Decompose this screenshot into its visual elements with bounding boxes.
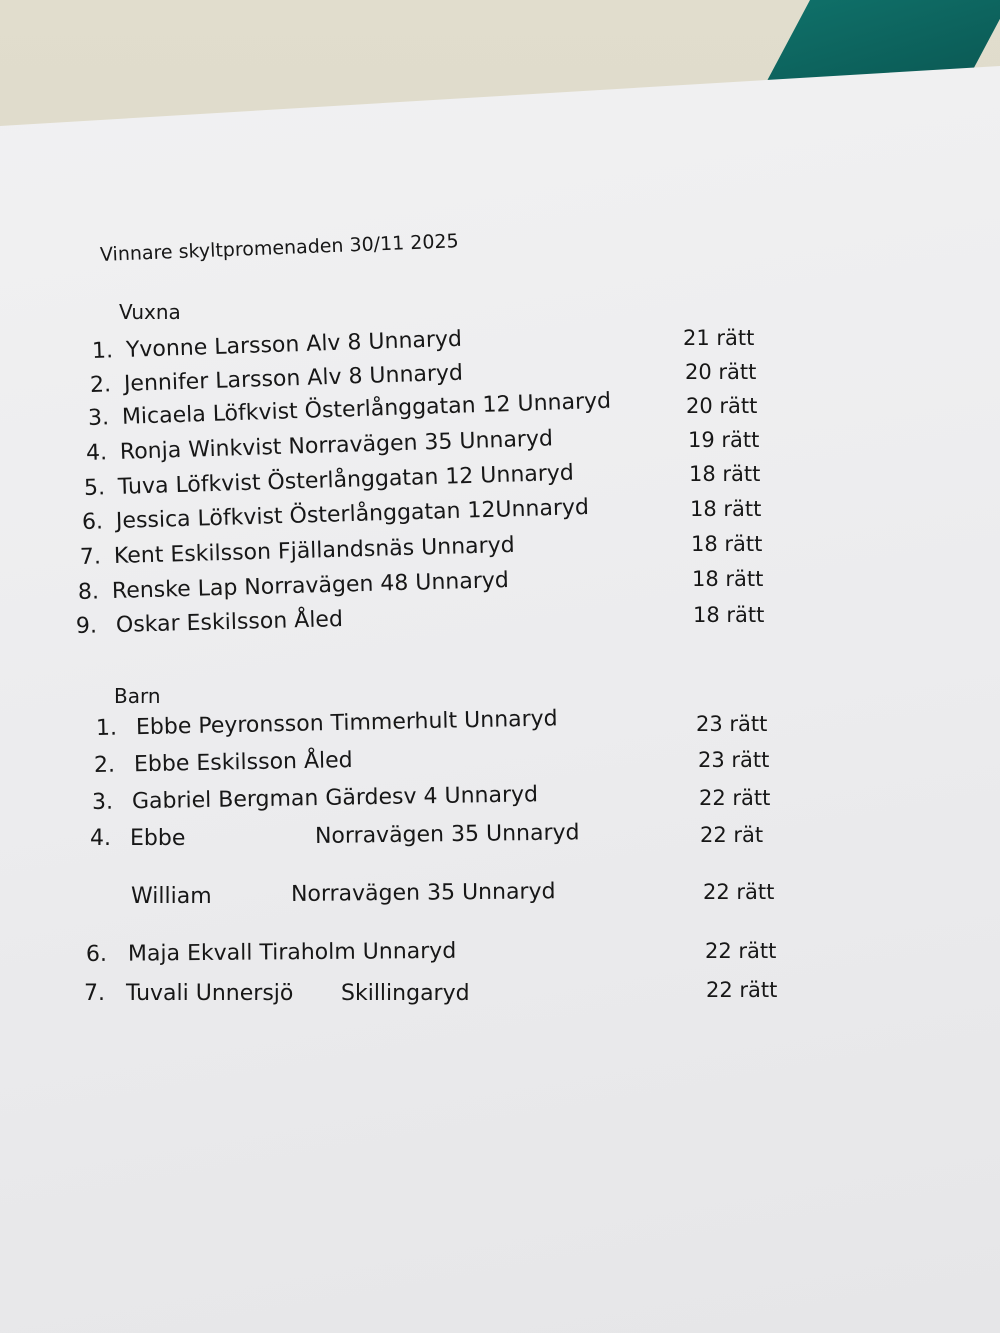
list-item <box>86 426 554 466</box>
entry-score: 21 rätt <box>683 326 755 350</box>
item-number: 7. <box>79 544 102 570</box>
entry-score: 22 rätt <box>699 786 771 810</box>
entry-name: Ebbe <box>130 826 186 851</box>
entry-text: Micaela Löfkvist Österlånggatan 12 Unnaryd <box>121 388 612 430</box>
item-number: 3. <box>91 789 114 815</box>
list-item <box>84 461 575 501</box>
entry-score: 18 rätt <box>693 603 765 627</box>
item-number: 4. <box>85 440 108 466</box>
list-item <box>86 939 456 967</box>
section-heading-children: Barn <box>114 684 161 708</box>
entry-name: William <box>131 884 212 909</box>
item-number: 4. <box>90 826 111 851</box>
entry-text: Kent Eskilsson Fjällandsnäs Unnaryd <box>113 532 515 570</box>
item-number: 8. <box>77 579 100 605</box>
item-number: 6. <box>85 941 108 967</box>
entry-text: Jennifer Larsson Alv 8 Unnaryd <box>123 360 464 397</box>
list-item <box>90 361 464 398</box>
item-number: 3. <box>87 405 110 431</box>
entry-score: 23 rätt <box>698 748 770 772</box>
list-item <box>94 748 353 778</box>
entry-name: Ebbe Peyronsson Timmerhult Unnaryd <box>135 706 558 741</box>
item-number: 1. <box>95 715 118 741</box>
list-item <box>80 533 515 570</box>
entry-text: Yvonne Larsson Alv 8 Unnaryd <box>125 326 463 363</box>
entry-name: Tuvali Unnersjö <box>126 981 294 1006</box>
entry-score: 22 rätt <box>703 880 775 904</box>
list-item <box>90 826 185 851</box>
document-title: Vinnare skyltpromenaden 30/11 2025 <box>99 230 460 266</box>
item-number: 9. <box>75 613 98 639</box>
entry-score: 22 rät <box>700 823 764 847</box>
list-item <box>92 327 463 364</box>
item-number: 5. <box>83 475 106 501</box>
item-number: 7. <box>84 981 105 1006</box>
entry-name: Ebbe Eskilsson Åled <box>133 748 353 778</box>
entry-score: 22 rätt <box>705 939 777 963</box>
entry-address: Norravägen 35 Unnaryd <box>314 820 580 849</box>
list-item <box>96 706 558 741</box>
entry-score: 19 rätt <box>688 428 760 452</box>
entry-text: Ronja Winkvist Norravägen 35 Unnaryd <box>119 426 554 465</box>
item-number: 1. <box>91 338 114 364</box>
list-item <box>84 981 293 1006</box>
entry-text: Oskar Eskilsson Åled <box>115 607 344 638</box>
entry-score: 18 rätt <box>691 532 763 556</box>
entry-score: 20 rätt <box>685 360 757 384</box>
entry-text: Renske Lap Norravägen 48 Unnaryd <box>111 567 510 605</box>
entry-score: 18 rätt <box>689 462 761 486</box>
section-heading-adults: Vuxna <box>119 300 181 324</box>
item-number: 2. <box>93 752 116 778</box>
entry-score: 23 rätt <box>696 712 768 736</box>
entry-text: Jessica Löfkvist Österlånggatan 12Unnaryd <box>115 494 590 534</box>
list-item <box>82 495 590 535</box>
entry-score: 22 rätt <box>706 978 778 1002</box>
entry-name: Maja Ekvall Tiraholm Unnaryd <box>127 938 457 967</box>
entry-score: 18 rätt <box>692 567 764 591</box>
list-item <box>131 884 212 909</box>
entry-name: Gabriel Bergman Gärdesv 4 Unnaryd <box>131 782 539 815</box>
entry-text: Tuva Löfkvist Österlånggatan 12 Unnaryd <box>117 460 575 500</box>
entry-address: Norravägen 35 Unnaryd <box>290 879 556 907</box>
entry-address: Skillingaryd <box>341 981 470 1006</box>
list-item <box>78 568 509 605</box>
entry-score: 18 rätt <box>690 497 762 521</box>
entry-score: 20 rätt <box>686 394 758 418</box>
list-item <box>92 782 538 815</box>
item-number: 6. <box>81 509 104 535</box>
item-number: 2. <box>89 372 112 398</box>
list-item <box>76 607 344 639</box>
